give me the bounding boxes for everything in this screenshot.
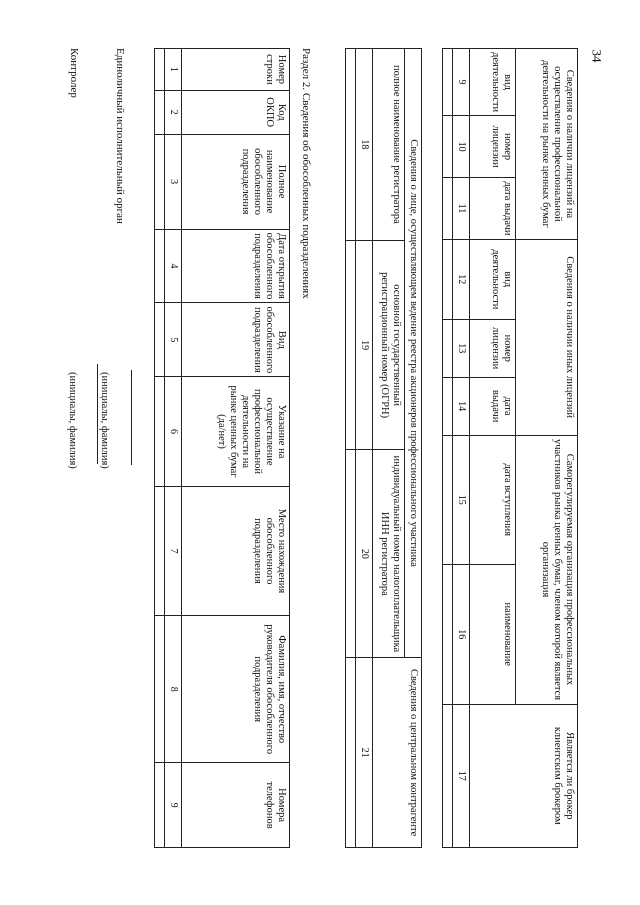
signature-line-executive[interactable]	[131, 370, 132, 465]
col-other-license-number: номер лицензии	[470, 319, 516, 377]
registrar-group-header: Сведения о лице, осуществляющем ведение реестра акционеров профессионального участника	[404, 49, 421, 658]
col-number: 13	[453, 319, 470, 377]
col-number: 2	[165, 90, 182, 134]
client-broker-header: Является ли брокер клиентским брокером	[470, 704, 578, 847]
col-number: 12	[453, 239, 470, 319]
registrar-table	[345, 48, 422, 848]
other-licenses-group-header: Сведения о наличии иных лицензий	[516, 239, 578, 435]
col-activity-type: вид деятельности	[470, 49, 516, 116]
signature-label-executive: Единоличный исполнительный орган	[114, 48, 126, 224]
sro-group-header: Саморегулируемая организация профессиональных участников рынка ценных бумаг, членом которой является организация	[516, 435, 578, 704]
rotated-page	[34, 40, 580, 860]
col-number: 7	[165, 486, 182, 616]
col-registrar-ogrn: основной государственный регистрационный номер (ОГРН)	[372, 240, 404, 450]
col-number: 9	[453, 49, 470, 116]
signature-note-executive: (инициалы, фамилия)	[99, 372, 110, 469]
col-professional-activity: Указание на осуществление профессиональной деятельности на рынке ценных бумаг (да/нет)	[182, 377, 290, 486]
col-phone-numbers: Номера телефонов	[182, 763, 290, 848]
col-number: 11	[453, 178, 470, 240]
section-2-title: Раздел 2. Сведения об обособленных подразделениях	[300, 48, 312, 299]
col-location: Место нахождения обособленного подразделения	[182, 486, 290, 616]
col-opening-date: Дата открытия обособленного подразделения	[182, 229, 290, 303]
col-number: 14	[453, 377, 470, 435]
col-okpo-code: Код ОКПО	[182, 90, 290, 134]
signature-line-controller[interactable]	[97, 364, 98, 464]
col-number: 21	[355, 658, 372, 848]
col-number: 3	[165, 134, 182, 229]
col-license-number: номер лицензии	[470, 116, 516, 178]
col-number: 6	[165, 377, 182, 486]
col-registrar-inn: индивидуальный номер налогоплательщика ИНН регистратора	[372, 450, 404, 658]
col-subdivision-type: Вид обособленного подразделения	[182, 303, 290, 377]
col-number: 1	[165, 49, 182, 91]
col-number: 19	[355, 240, 372, 450]
subdivisions-table	[154, 48, 290, 848]
col-other-activity-type: вид деятельности	[470, 239, 516, 319]
col-number: 15	[453, 435, 470, 564]
signature-label-controller: Контролер	[68, 48, 80, 98]
col-row-number: Номер строки	[182, 49, 290, 91]
col-head-name: Фамилия, имя, отчество руководителя обособленного подразделения	[182, 616, 290, 763]
col-join-date: дата вступления	[470, 435, 516, 564]
col-number: 18	[355, 49, 372, 241]
signature-note-controller: (инициалы, фамилия)	[67, 372, 78, 469]
col-number: 17	[453, 704, 470, 847]
landscape-content	[34, 40, 580, 860]
col-number: 16	[453, 565, 470, 705]
col-subdivision-name: Полное наименование обособленного подразделения	[182, 134, 290, 229]
central-counterparty-header: Сведения о центральном контрагенте	[372, 658, 421, 848]
col-issue-date: дата выдачи	[470, 178, 516, 240]
col-other-issue-date: дата выдачи	[470, 377, 516, 435]
col-number: 20	[355, 450, 372, 658]
col-sro-name: наименование	[470, 565, 516, 705]
licenses-table	[442, 48, 578, 848]
col-number: 9	[165, 763, 182, 848]
col-number: 5	[165, 303, 182, 377]
license-group-header: Сведения о наличии лицензий на осуществление профессиональной деятельности на рынке ценных бумаг	[516, 49, 578, 240]
page-number: 34	[589, 49, 605, 63]
col-registrar-name: полное наименование регистратора	[372, 49, 404, 241]
col-number: 4	[165, 229, 182, 303]
col-number: 10	[453, 116, 470, 178]
col-number: 8	[165, 616, 182, 763]
